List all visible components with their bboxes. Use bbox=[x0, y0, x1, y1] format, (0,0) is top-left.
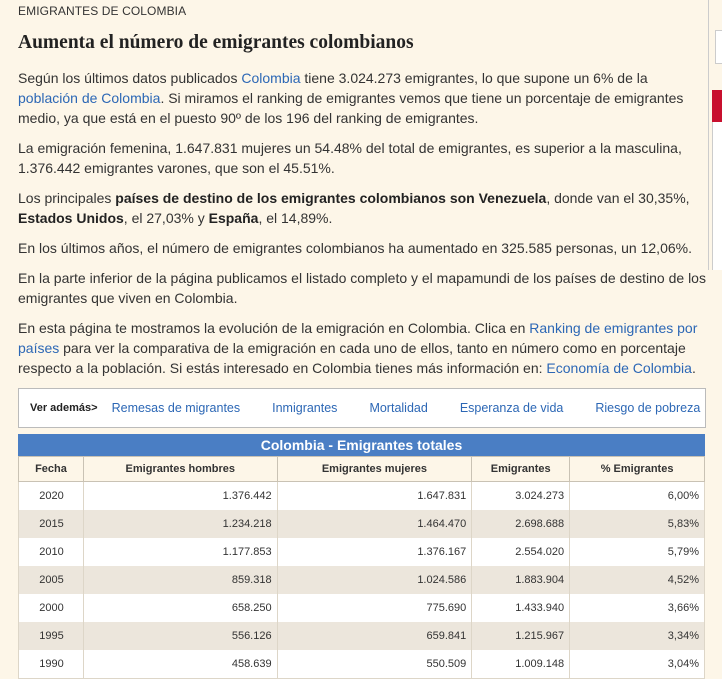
table-row bbox=[19, 650, 705, 679]
economia-link[interactable]: Economía de Colombia bbox=[546, 360, 692, 377]
header-hombres[interactable]: Emigrantes hombres bbox=[83, 457, 277, 482]
cell-mujeres: 1.024.586 bbox=[277, 566, 472, 594]
text: tiene 3.024.273 emigrantes, lo que supone un 6% de la bbox=[300, 70, 648, 87]
bold-text: países de destino de los emigrantes colombianos son Venezuela bbox=[115, 190, 547, 207]
text: para ver la comparativa de la emigración en cada uno de ellos, tanto en número como en porcentaje respecto a la población. Si estás interesado en Colombia tienes más información en: bbox=[18, 340, 686, 377]
header-porcentaje[interactable]: % Emigrantes bbox=[570, 457, 705, 482]
bold-text: Estados Unidos bbox=[18, 210, 124, 227]
cell-porcentaje: 6,00% bbox=[570, 482, 705, 511]
sidebar-input-fragment[interactable] bbox=[715, 30, 722, 64]
see-also-inmigrantes[interactable]: Inmigrantes bbox=[272, 401, 338, 416]
see-also-remesas[interactable]: Remesas de migrantes bbox=[111, 401, 241, 416]
header-mujeres[interactable]: Emigrantes mujeres bbox=[277, 457, 472, 482]
cell-fecha: 2020 bbox=[19, 482, 84, 511]
cell-fecha: 2000 bbox=[19, 594, 84, 622]
table-row bbox=[19, 510, 705, 538]
cell-emigrantes: 2.554.020 bbox=[472, 538, 570, 566]
cell-hombres: 458.639 bbox=[83, 650, 277, 679]
cell-porcentaje: 5,83% bbox=[570, 510, 705, 538]
cell-mujeres: 550.509 bbox=[277, 650, 472, 679]
sidebar-panel-fragment bbox=[712, 122, 722, 270]
cell-porcentaje: 3,34% bbox=[570, 622, 705, 650]
table-row bbox=[19, 482, 705, 511]
sidebar-divider bbox=[708, 0, 709, 270]
section-kicker: EMIGRANTES DE COLOMBIA bbox=[18, 4, 187, 18]
cell-hombres: 658.250 bbox=[83, 594, 277, 622]
see-also-bar bbox=[18, 388, 706, 428]
colombia-link[interactable]: Colombia bbox=[241, 70, 301, 87]
table-row bbox=[19, 538, 705, 566]
emigrants-table bbox=[18, 434, 705, 679]
cell-fecha: 2015 bbox=[19, 510, 84, 538]
cell-porcentaje: 3,66% bbox=[570, 594, 705, 622]
cell-fecha: 2010 bbox=[19, 538, 84, 566]
cell-hombres: 1.234.218 bbox=[83, 510, 277, 538]
bold-text: España bbox=[208, 210, 259, 227]
text: . bbox=[691, 360, 696, 377]
paragraph-female: La emigración femenina, 1.647.831 mujeres un 54.48% del total de emigrantes, es superior a la masculina, 1.376.442 emigrantes varones, que son el 45.51%. bbox=[18, 140, 682, 177]
cell-mujeres: 1.464.470 bbox=[277, 510, 472, 538]
cell-hombres: 1.376.442 bbox=[83, 482, 277, 511]
text: , el 27,03% y bbox=[123, 210, 209, 227]
see-also-esperanza[interactable]: Esperanza de vida bbox=[459, 401, 564, 416]
cell-porcentaje: 4,52% bbox=[570, 566, 705, 594]
text: . Si miramos el ranking de emigrantes vemos que tiene un porcentaje de emigrantes medio, ya que está en el puesto 90º de los 196 del ranking de emigrantes. bbox=[18, 90, 684, 127]
header-fecha[interactable]: Fecha bbox=[19, 457, 84, 482]
text: Según los últimos datos publicados bbox=[18, 70, 242, 87]
cell-mujeres: 659.841 bbox=[277, 622, 472, 650]
ranking-link[interactable]: Ranking de emigrantes por países bbox=[18, 320, 698, 357]
paragraph-list-info: En la parte inferior de la página publicamos el listado completo y el mapamundi de los países de destino de los emigrantes que viven en Colombia. bbox=[18, 270, 706, 307]
cell-fecha: 1990 bbox=[19, 650, 84, 679]
cell-emigrantes: 1.009.148 bbox=[472, 650, 570, 679]
cell-mujeres: 1.376.167 bbox=[277, 538, 472, 566]
cell-emigrantes: 1.215.967 bbox=[472, 622, 570, 650]
see-also-mortalidad[interactable]: Mortalidad bbox=[369, 401, 428, 416]
paragraph-trend: En los últimos años, el número de emigrantes colombianos ha aumentado en 325.585 personas, un 12,06%. bbox=[18, 240, 692, 257]
cell-mujeres: 1.647.831 bbox=[277, 482, 472, 511]
text: Los principales bbox=[18, 190, 116, 207]
table-caption: Colombia - Emigrantes totales bbox=[18, 434, 705, 456]
table-row bbox=[19, 566, 705, 594]
table-row bbox=[19, 594, 705, 622]
cell-hombres: 859.318 bbox=[83, 566, 277, 594]
sidebar-banner-fragment[interactable] bbox=[712, 90, 722, 122]
paragraph-evolution bbox=[18, 318, 706, 378]
cell-hombres: 556.126 bbox=[83, 622, 277, 650]
text: , donde van el 30,35%, bbox=[546, 190, 690, 207]
table-header-row bbox=[19, 457, 705, 482]
text: En esta página te mostramos la evolución de la emigración en Colombia. Clica en bbox=[18, 320, 530, 337]
cell-hombres: 1.177.853 bbox=[83, 538, 277, 566]
cell-porcentaje: 3,04% bbox=[570, 650, 705, 679]
table-row bbox=[19, 622, 705, 650]
paragraph-intro bbox=[18, 68, 706, 128]
article bbox=[18, 0, 706, 679]
cell-emigrantes: 1.433.940 bbox=[472, 594, 570, 622]
text: , el 14,89%. bbox=[258, 210, 333, 227]
cell-emigrantes: 3.024.273 bbox=[472, 482, 570, 511]
see-also-label: Ver además> bbox=[30, 402, 98, 415]
cell-fecha: 2005 bbox=[19, 566, 84, 594]
paragraph-destinations bbox=[18, 188, 706, 228]
cell-emigrantes: 2.698.688 bbox=[472, 510, 570, 538]
header-emigrantes[interactable]: Emigrantes bbox=[472, 457, 570, 482]
page-title: Aumenta el número de emigrantes colombianos bbox=[18, 32, 414, 53]
cell-fecha: 1995 bbox=[19, 622, 84, 650]
cell-porcentaje: 5,79% bbox=[570, 538, 705, 566]
cell-emigrantes: 1.883.904 bbox=[472, 566, 570, 594]
see-also-pobreza[interactable]: Riesgo de pobreza bbox=[595, 401, 701, 416]
poblacion-link[interactable]: población de Colombia bbox=[18, 90, 161, 107]
cell-mujeres: 775.690 bbox=[277, 594, 472, 622]
